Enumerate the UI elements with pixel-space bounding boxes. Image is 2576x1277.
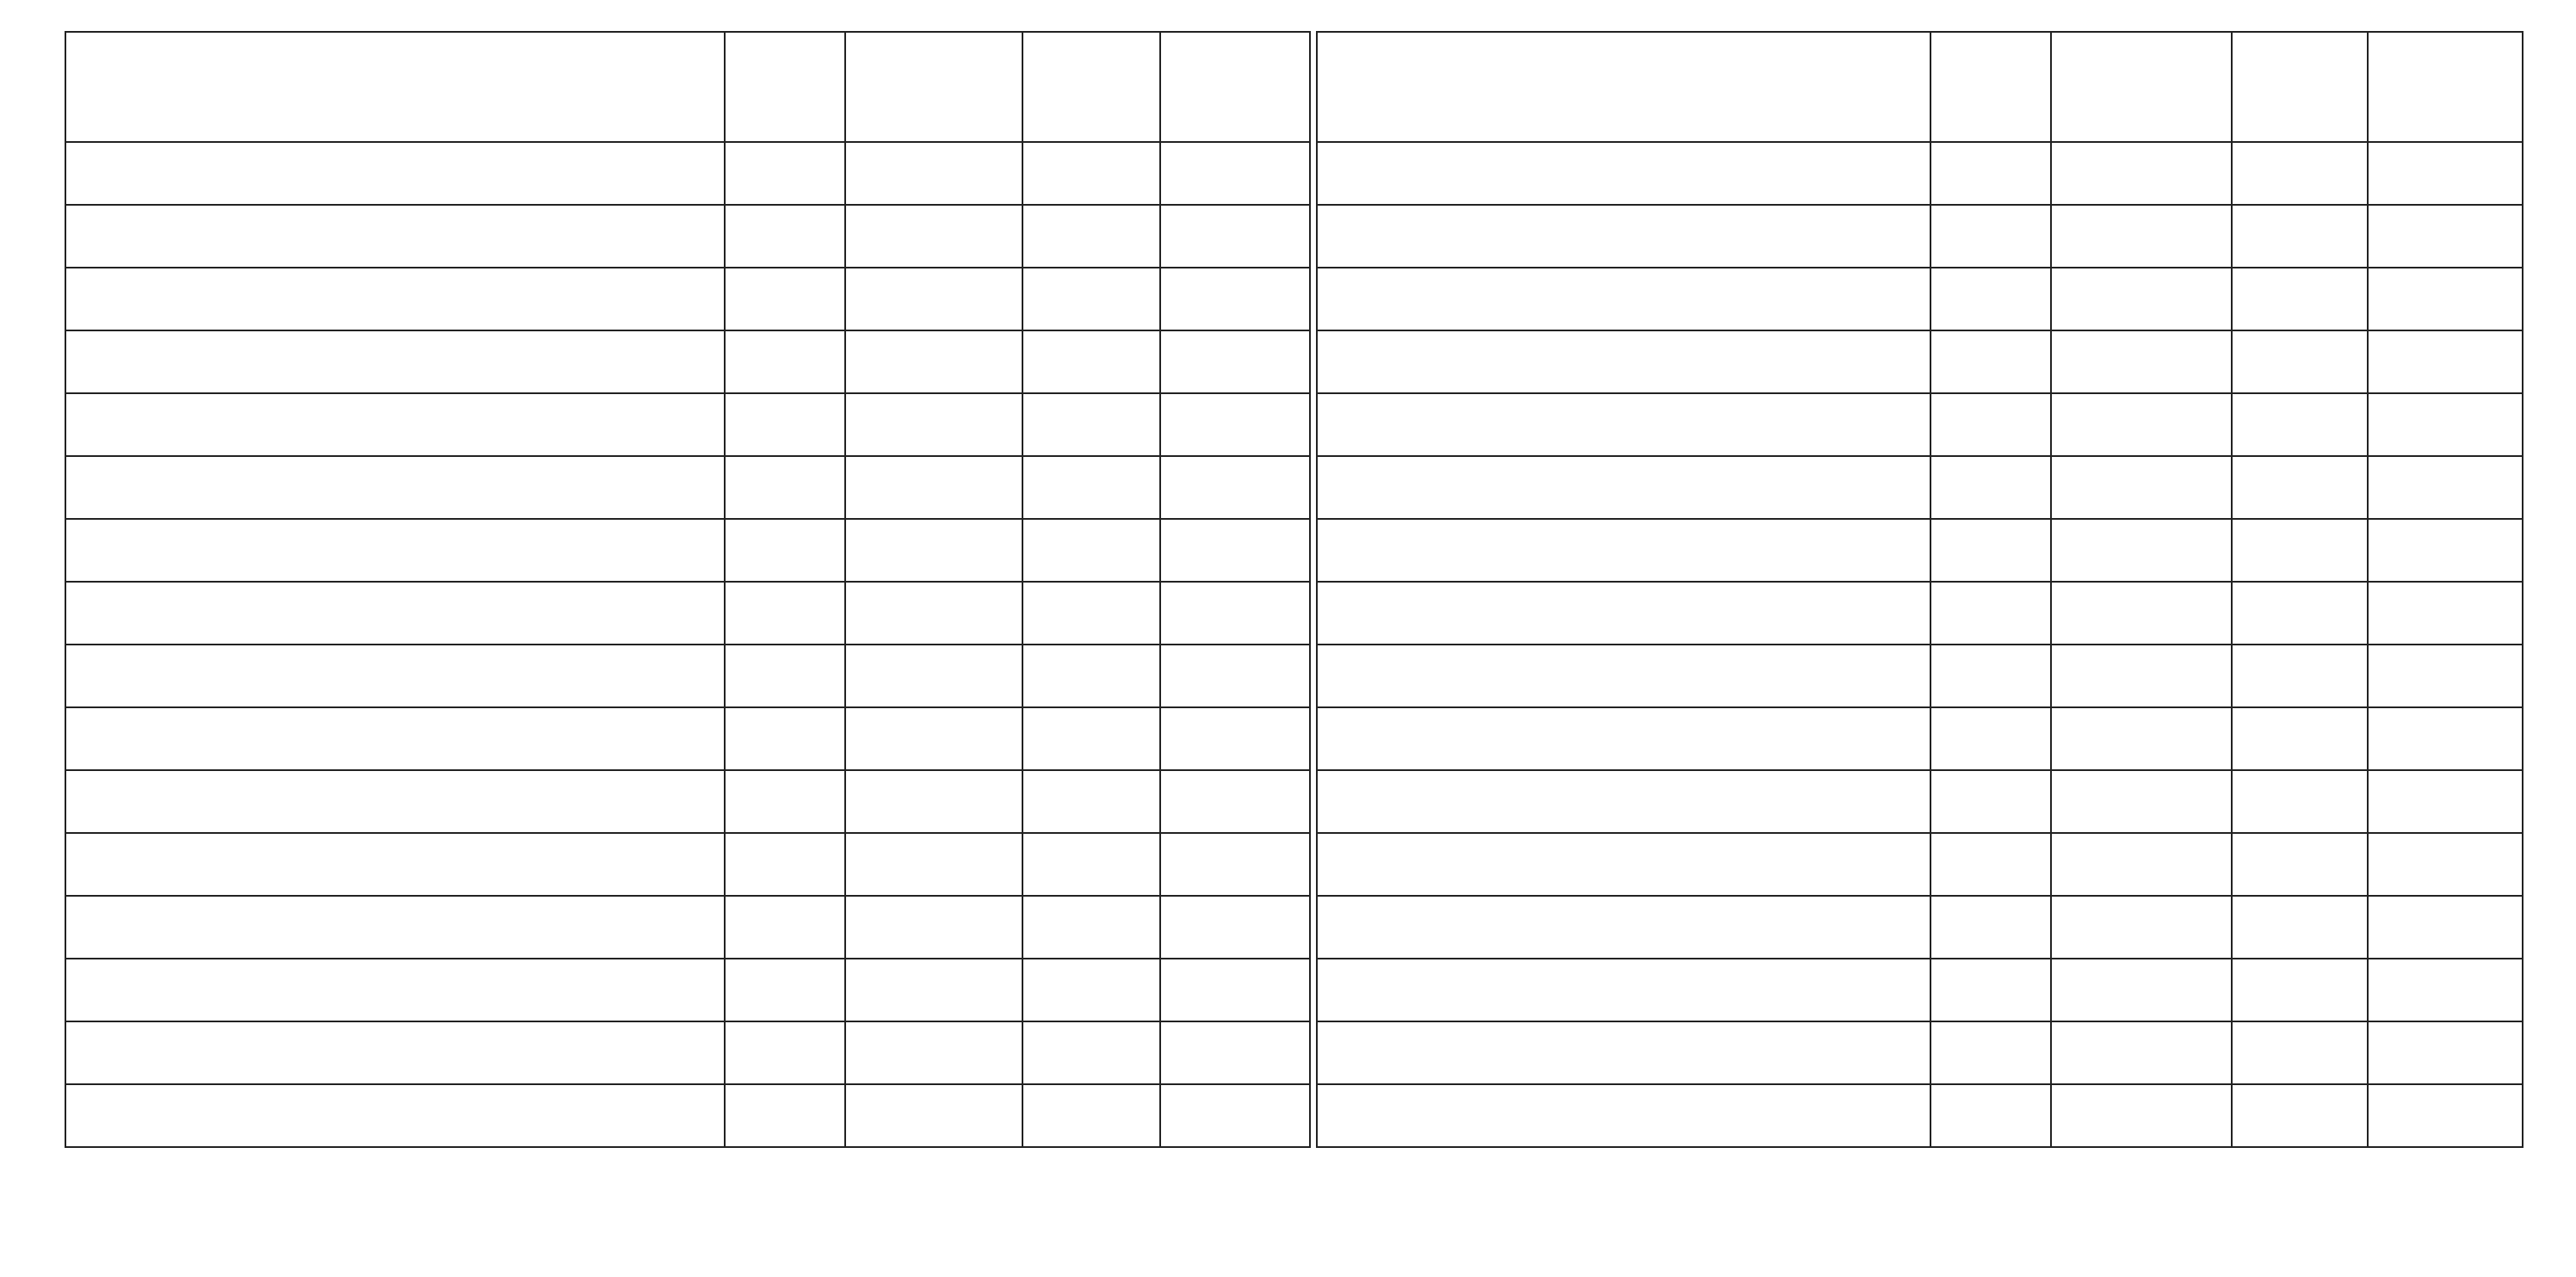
sec-no-cell — [1930, 959, 2051, 1021]
part-name-cell — [1317, 142, 1930, 205]
qty-11011k-cell — [2232, 519, 2368, 582]
part-name-cell — [65, 393, 725, 456]
table-row — [65, 330, 1310, 393]
sec-no-cell — [1930, 833, 2051, 896]
qty-11042k-cell — [2368, 456, 2523, 519]
qty-11011k-cell — [1022, 1084, 1160, 1147]
qty-11042k-cell — [1160, 896, 1310, 959]
header-model-11011k — [2232, 32, 2368, 142]
sec-no-cell — [1930, 519, 2051, 582]
part-name-cell — [65, 268, 725, 330]
sec-no-cell — [1930, 330, 2051, 393]
part-name-cell — [1317, 959, 1930, 1021]
header-sec-no — [725, 32, 845, 142]
part-name-cell — [65, 833, 725, 896]
qty-11042k-cell — [1160, 582, 1310, 645]
table-row — [1317, 519, 2523, 582]
sec-no-cell — [1930, 582, 2051, 645]
sec-no-cell — [725, 519, 845, 582]
qty-11042k-cell — [1160, 456, 1310, 519]
table-row — [65, 1021, 1310, 1084]
part-code-cell — [845, 833, 1022, 896]
table-row — [65, 268, 1310, 330]
qty-11042k-cell — [2368, 519, 2523, 582]
table-row — [1317, 330, 2523, 393]
qty-11011k-cell — [1022, 707, 1160, 770]
part-code-cell — [845, 205, 1022, 268]
part-code-cell — [2051, 330, 2232, 393]
part-code-cell — [845, 1021, 1022, 1084]
left-parts-table — [65, 31, 1311, 1148]
qty-11011k-cell — [2232, 1021, 2368, 1084]
table-row — [65, 896, 1310, 959]
table-row — [1317, 393, 2523, 456]
sec-no-cell — [1930, 1084, 2051, 1147]
qty-11011k-cell — [2232, 330, 2368, 393]
qty-11042k-cell — [1160, 959, 1310, 1021]
part-name-cell — [1317, 582, 1930, 645]
sec-no-cell — [1930, 645, 2051, 707]
sec-no-cell — [725, 645, 845, 707]
table-row — [1317, 582, 2523, 645]
qty-11042k-cell — [1160, 833, 1310, 896]
table-row — [65, 456, 1310, 519]
part-name-cell — [1317, 393, 1930, 456]
part-code-cell — [845, 707, 1022, 770]
table-header-row — [1317, 32, 2523, 142]
sec-no-cell — [1930, 205, 2051, 268]
table-row — [1317, 142, 2523, 205]
part-code-cell — [2051, 1084, 2232, 1147]
table-row — [65, 707, 1310, 770]
table-row — [1317, 707, 2523, 770]
part-name-cell — [1317, 1084, 1930, 1147]
part-code-cell — [845, 330, 1022, 393]
part-code-cell — [845, 1084, 1022, 1147]
part-code-cell — [2051, 645, 2232, 707]
table-row — [1317, 896, 2523, 959]
qty-11042k-cell — [2368, 268, 2523, 330]
table-row — [65, 1084, 1310, 1147]
part-code-cell — [845, 645, 1022, 707]
sec-no-cell — [725, 268, 845, 330]
right-parts-table — [1316, 31, 2523, 1148]
part-code-cell — [845, 959, 1022, 1021]
part-code-cell — [2051, 1021, 2232, 1084]
parts-sheet — [65, 31, 2522, 1130]
part-name-cell — [65, 1084, 725, 1147]
sec-no-cell — [725, 1084, 845, 1147]
part-name-cell — [1317, 205, 1930, 268]
table-row — [65, 142, 1310, 205]
sec-no-cell — [1930, 1021, 2051, 1084]
qty-11011k-cell — [1022, 393, 1160, 456]
header-part-name — [1317, 32, 1930, 142]
part-name-cell — [65, 707, 725, 770]
table-row — [1317, 645, 2523, 707]
qty-11042k-cell — [2368, 707, 2523, 770]
part-code-cell — [845, 582, 1022, 645]
sec-no-cell — [725, 456, 845, 519]
qty-11011k-cell — [2232, 959, 2368, 1021]
qty-11011k-cell — [2232, 456, 2368, 519]
table-row — [65, 645, 1310, 707]
qty-11042k-cell — [2368, 1021, 2523, 1084]
qty-11011k-cell — [1022, 1021, 1160, 1084]
part-code-cell — [845, 456, 1022, 519]
part-code-cell — [2051, 770, 2232, 833]
part-name-cell — [65, 645, 725, 707]
part-code-cell — [2051, 707, 2232, 770]
qty-11011k-cell — [2232, 582, 2368, 645]
sec-no-cell — [725, 896, 845, 959]
part-name-cell — [65, 519, 725, 582]
part-code-cell — [2051, 393, 2232, 456]
table-row — [65, 959, 1310, 1021]
qty-11011k-cell — [1022, 770, 1160, 833]
qty-11042k-cell — [1160, 268, 1310, 330]
header-model-11042k — [2368, 32, 2523, 142]
part-name-cell — [1317, 1021, 1930, 1084]
part-code-cell — [845, 142, 1022, 205]
qty-11042k-cell — [1160, 393, 1310, 456]
qty-11011k-cell — [1022, 456, 1160, 519]
qty-11042k-cell — [2368, 645, 2523, 707]
sec-no-cell — [1930, 456, 2051, 519]
part-code-cell — [845, 896, 1022, 959]
qty-11011k-cell — [2232, 205, 2368, 268]
table-row — [65, 770, 1310, 833]
part-name-cell — [1317, 833, 1930, 896]
sec-no-cell — [1930, 142, 2051, 205]
part-name-cell — [1317, 896, 1930, 959]
part-name-cell — [65, 330, 725, 393]
qty-11042k-cell — [2368, 330, 2523, 393]
qty-11011k-cell — [2232, 896, 2368, 959]
part-name-cell — [1317, 456, 1930, 519]
qty-11042k-cell — [2368, 959, 2523, 1021]
sec-no-cell — [725, 393, 845, 456]
qty-11042k-cell — [1160, 1021, 1310, 1084]
qty-11011k-cell — [1022, 268, 1160, 330]
qty-11011k-cell — [2232, 707, 2368, 770]
part-name-cell — [65, 1021, 725, 1084]
part-name-cell — [1317, 519, 1930, 582]
part-name-cell — [65, 142, 725, 205]
qty-11011k-cell — [2232, 393, 2368, 456]
table-row — [1317, 1084, 2523, 1147]
part-name-cell — [65, 205, 725, 268]
part-code-cell — [845, 519, 1022, 582]
part-code-cell — [845, 268, 1022, 330]
header-part-code — [2051, 32, 2232, 142]
sec-no-cell — [1930, 393, 2051, 456]
header-part-name — [65, 32, 725, 142]
sec-no-cell — [725, 770, 845, 833]
part-code-cell — [2051, 896, 2232, 959]
sec-no-cell — [1930, 896, 2051, 959]
qty-11011k-cell — [1022, 582, 1160, 645]
sec-no-cell — [1930, 268, 2051, 330]
qty-11011k-cell — [2232, 1084, 2368, 1147]
qty-11011k-cell — [1022, 645, 1160, 707]
part-code-cell — [2051, 519, 2232, 582]
qty-11042k-cell — [2368, 142, 2523, 205]
sec-no-cell — [725, 707, 845, 770]
qty-11011k-cell — [2232, 770, 2368, 833]
table-row — [1317, 205, 2523, 268]
sec-no-cell — [1930, 707, 2051, 770]
part-code-cell — [2051, 142, 2232, 205]
qty-11042k-cell — [2368, 393, 2523, 456]
qty-11011k-cell — [2232, 268, 2368, 330]
qty-11042k-cell — [1160, 205, 1310, 268]
qty-11042k-cell — [2368, 896, 2523, 959]
qty-11011k-cell — [2232, 833, 2368, 896]
qty-11011k-cell — [1022, 959, 1160, 1021]
part-code-cell — [2051, 959, 2232, 1021]
qty-11011k-cell — [1022, 142, 1160, 205]
sec-no-cell — [725, 833, 845, 896]
table-row — [1317, 268, 2523, 330]
sec-no-cell — [725, 582, 845, 645]
table-header-row — [65, 32, 1310, 142]
table-row — [65, 833, 1310, 896]
qty-11042k-cell — [2368, 205, 2523, 268]
part-name-cell — [1317, 645, 1930, 707]
qty-11011k-cell — [1022, 896, 1160, 959]
sec-no-cell — [725, 205, 845, 268]
qty-11011k-cell — [1022, 205, 1160, 268]
table-row — [65, 205, 1310, 268]
part-name-cell — [1317, 268, 1930, 330]
header-sec-no — [1930, 32, 2051, 142]
qty-11042k-cell — [1160, 1084, 1310, 1147]
qty-11011k-cell — [1022, 519, 1160, 582]
qty-11042k-cell — [2368, 833, 2523, 896]
table-row — [65, 519, 1310, 582]
qty-11042k-cell — [1160, 770, 1310, 833]
table-row — [1317, 770, 2523, 833]
qty-11011k-cell — [2232, 645, 2368, 707]
qty-11042k-cell — [2368, 1084, 2523, 1147]
part-code-cell — [2051, 833, 2232, 896]
table-row — [1317, 959, 2523, 1021]
sec-no-cell — [725, 959, 845, 1021]
header-part-code — [845, 32, 1022, 142]
table-row — [1317, 456, 2523, 519]
qty-11042k-cell — [1160, 142, 1310, 205]
part-name-cell — [1317, 330, 1930, 393]
qty-11042k-cell — [1160, 707, 1310, 770]
sec-no-cell — [725, 330, 845, 393]
sec-no-cell — [1930, 770, 2051, 833]
sec-no-cell — [725, 142, 845, 205]
header-model-11042k — [1160, 32, 1310, 142]
part-name-cell — [65, 959, 725, 1021]
qty-11042k-cell — [2368, 582, 2523, 645]
qty-11042k-cell — [1160, 645, 1310, 707]
qty-11042k-cell — [1160, 519, 1310, 582]
part-code-cell — [2051, 456, 2232, 519]
part-code-cell — [845, 770, 1022, 833]
part-name-cell — [1317, 707, 1930, 770]
table-row — [1317, 833, 2523, 896]
part-code-cell — [2051, 582, 2232, 645]
qty-11011k-cell — [1022, 833, 1160, 896]
table-row — [65, 393, 1310, 456]
table-row — [65, 582, 1310, 645]
part-code-cell — [2051, 205, 2232, 268]
part-code-cell — [2051, 268, 2232, 330]
qty-11011k-cell — [1022, 330, 1160, 393]
table-row — [1317, 1021, 2523, 1084]
qty-11042k-cell — [2368, 770, 2523, 833]
part-name-cell — [65, 456, 725, 519]
qty-11011k-cell — [2232, 142, 2368, 205]
part-name-cell — [1317, 770, 1930, 833]
part-code-cell — [845, 393, 1022, 456]
qty-11042k-cell — [1160, 330, 1310, 393]
header-model-11011k — [1022, 32, 1160, 142]
sec-no-cell — [725, 1021, 845, 1084]
part-name-cell — [65, 896, 725, 959]
part-name-cell — [65, 582, 725, 645]
part-name-cell — [65, 770, 725, 833]
